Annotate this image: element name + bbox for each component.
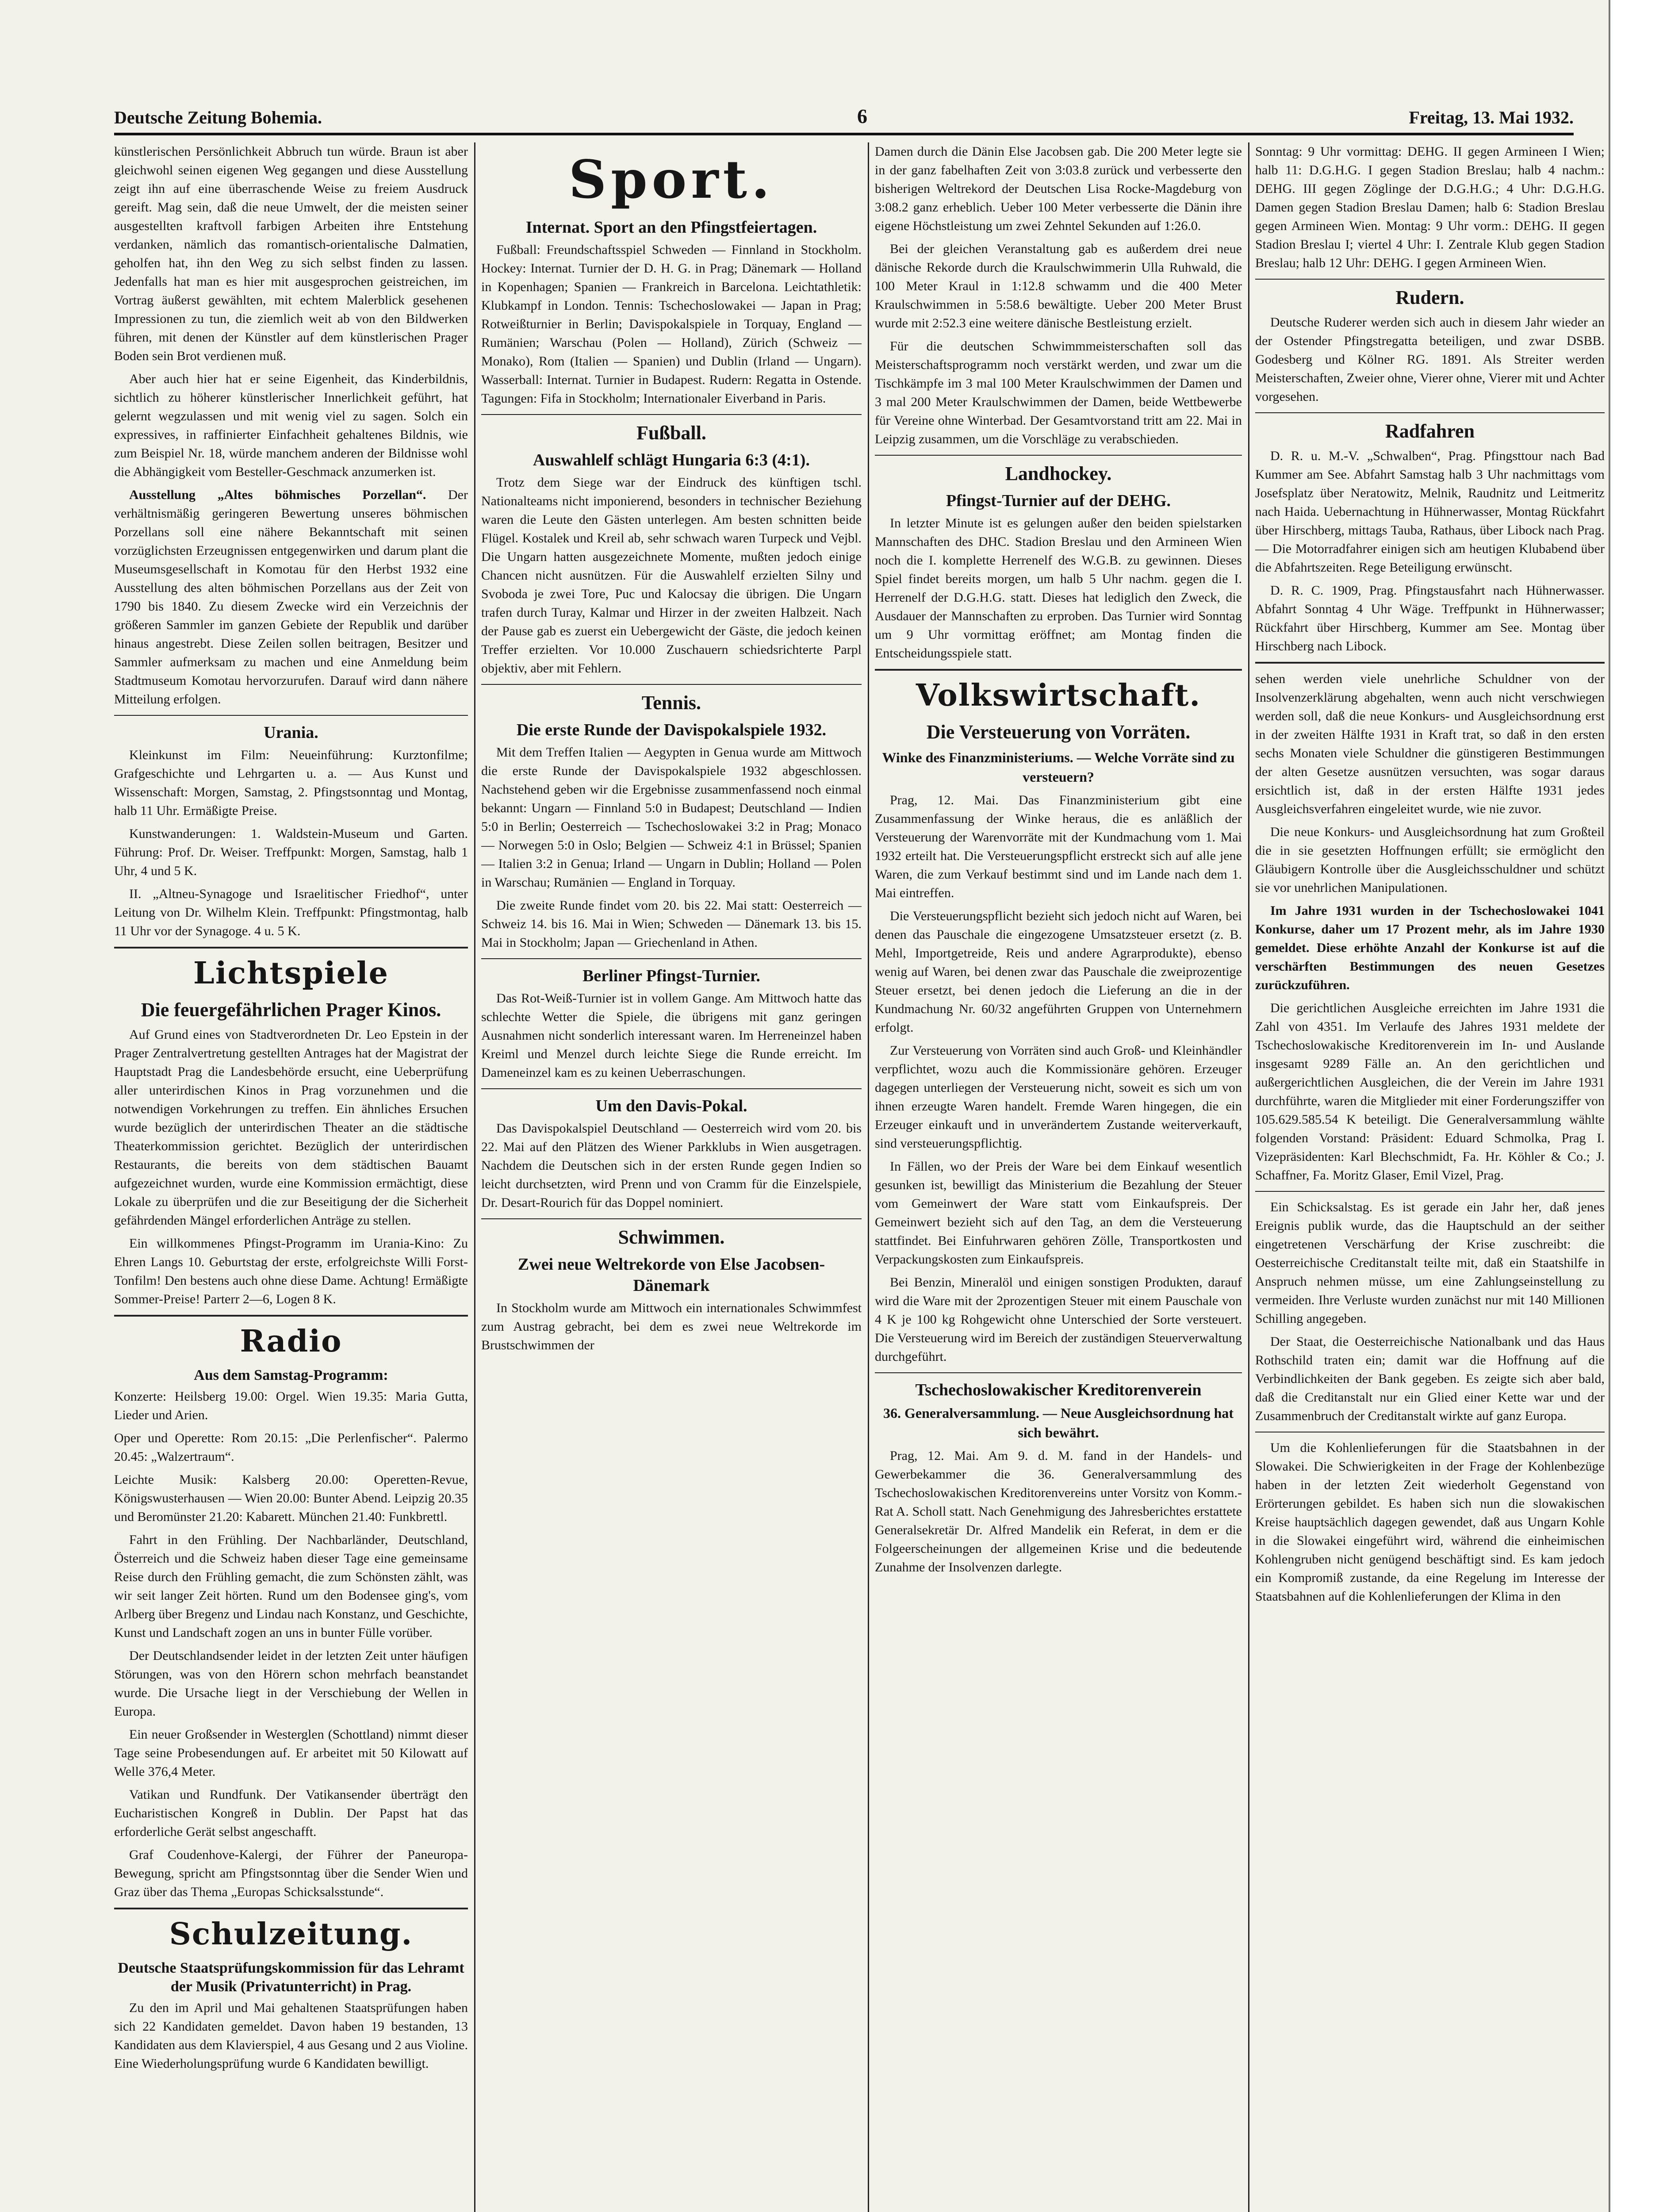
divider: [114, 1908, 468, 1909]
divider: [481, 1218, 862, 1219]
scan-edge: [1609, 0, 1659, 2212]
swimming-title: Schwimmen.: [618, 1226, 725, 1248]
economy-text-4: In Fällen, wo der Preis der Ware bei dem Einkauf wesentlich gesunken ist, bewilligt das Ministerium die Bezahlung der Steuer vom Gemeinwert der Ware statt vom Einkaufspreis. Der Gemeinwert bezieht sich auf den Tag, an dem die Versteuerung stattfindet. Bei Einfuhrwaren gehören Zölle, Transportkosten und Verpackungskosten zum Einkaufspreis.: [875, 1159, 1242, 1267]
davis-headline: Um den Davis-Pokal.: [595, 1097, 747, 1115]
cycling-title: Radfahren: [1385, 420, 1475, 442]
column-rule: [868, 142, 869, 2212]
divider: [481, 958, 862, 959]
divider: [481, 1088, 862, 1089]
divider: [875, 669, 1242, 671]
economy-headline: Die Versteuerung von Vorräten.: [926, 721, 1191, 743]
tennis-text-2: Die zweite Runde findet vom 20. bis 22. Mai statt: Oesterreich — Schweiz 14. bis 16. Mai in Wien; Schweden — Dänemark 13. bis 15. Mai in Stockholm; Japan — Griechenland in Athen.: [481, 898, 862, 950]
column-4: [1255, 142, 1605, 2212]
article-art-continued: künstlerischen Persönlichkeit Abbruch tun würde. Braun ist aber gleichwohl seinen eigenen Weg gegangen und diese Ausstellung zeigt ihn auf eine überraschende Weise zu freiem Ausdruck gereift. Mag sein, daß die neue Umwelt, der die meisten seiner ausgestellten kraftvoll farbigen Arbeiten ihre Entstehung verdanken, nämlich das romantisch-orientalische Dalmatien, geholfen hat, ihn den Weg zu sich selbst finden zu lassen. Jedenfalls hat man es hier mit ausgesprochen geistreichen, im Vortrag äußerst gewählten, mit echtem Malerblick gesehenen Impressionen zu tun, die ziemlich weit ab von den Bildwerken führen, mit denen der Künstler auf dem künstlerischen Prager Boden sein Brot verdienen muß.: [114, 144, 468, 363]
swimming-continued: Damen durch die Dänin Else Jacobsen gab. Die 200 Meter legte sie in der ganz fabelhaften Zeit von 3:03.8 zurück und verbesserte den bisherigen Weltrekord der Deutschen Lisa Rocke-Magdeburg von 3:08.2 ganz erheblich. Ueber 100 Meter verbesserte die Dänin ihre eigene Höchstleistung um zwei Zehntel Sekunden auf 1:26.0.: [875, 144, 1242, 233]
economy-continued-3: Die gerichtlichen Ausgleiche erreichten im Jahre 1931 die Zahl von 4351. Im Verlaufe des Jahres 1931 meldete der Tschechoslowakische Kreditorenverein im In- und Auslande insgesamt 9289 Fälle an. An den gerichtlichen und außergerichtlichen Ausgleichen, die der Verein im Jahre 1931 durchführte, waren die Mitglieder mit einer Forderungsziffer von 105.629.585.54 K beteiligt. Die Generalversammlung wählte folgenden Vorstand: Präsident: Eduard Schmolka, Prag I. Vizepräsidenten: Karl Blechschmidt, Fa. Hr. Köhler & Co.; J. Schaffner, Fa. Moritz Glaser, Emil Vizel, Prag.: [1255, 1001, 1605, 1183]
radio-text-7: Vatikan und Rundfunk. Der Vatikansender überträgt den Eucharistischen Kongreß in Dublin. Der Papst hat das erforderliche Gerät selbst angeschafft.: [114, 1787, 468, 1839]
berlin-text: Das Rot-Weiß-Turnier ist in vollem Gange. Am Mittwoch hatte das schlechte Wetter die Spiele, die übrigens mit ganz geringen Ausnahmen nicht sonderlich interessant waren. Im Herreneinzel haben Kreiml und Menzel durch leichte Siege die Runde erreicht. Im Dameneinzel kam es zu keinen Ueberraschungen.: [481, 991, 862, 1080]
radio-text-5: Der Deutschlandsender leidet in der letzten Zeit unter häufigen Störungen, was von den Hörern schon mehrfach beanstandet wurde. Die Ursache liegt in der Verschiebung der Wellen in Europa.: [114, 1648, 468, 1719]
section-title-school: Schulzeitung.: [169, 1916, 413, 1952]
page-number: 6: [857, 105, 867, 127]
radio-opera: Oper und Operette: Rom 20.15: „Die Perlenfischer“. Palermo 20.45: „Walzertraum“.: [114, 1431, 468, 1464]
paper-name: Deutsche Zeitung Bohemia.: [114, 108, 322, 127]
economy-continued: sehen werden viele unehrliche Schuldner von der Insolvenzerklärung abgehalten, wenn auch nicht verschwiegen werden soll, daß die neue Konkurs- und Ausgleichsordnung erst in der zweiten Hälfte 1931 in Kraft trat, so daß in den ersten sechs Monaten viele Schuldner die günstigeren Bestimmungen der alten Gesetze ausnützen versuchten, was sogar daraus ersichtlich ist, daß in der ersten Hälfte 1931 jedes Ausgleichsverfahren eingeleitet wurde, wie nie zuvor.: [1255, 672, 1605, 816]
divider: [114, 947, 468, 949]
football-text: Trotz dem Siege war der Eindruck des künftigen tschl. Nationalteams nicht imponierend, besonders in technischer Beziehung waren die Leute den Gästen unterlegen. Am besten schnitten beide Flügel. Kostalek und Kreil ab, sehr schwach waren Turpeck und Vejbl. Die Ungarn hatten ausgezeichnete Momente, mußten jedoch einige Chancen nicht ausnützen. Für die Auswahlelf erzielten Silny und Svoboda je zwei Tore, Puc und Kalocsay die übrigen. Die Ungarn trafen durch Turay, Kalmar und Hirzer in der zweiten Halbzeit. Nach der Pause gab es zuerst ein Uebergewicht der Gäste, die jedoch keinen Treffer erzielten. Vor 10.000 Zuschauern schiedsrichterte Parpl objektiv, aber mit Fehlern.: [481, 475, 862, 676]
swimming-text: In Stockholm wurde am Mittwoch ein internationales Schwimmfest zum Austrag gebracht, bei dem es zwei neue Weltrekorde im Brustschwimmen der: [481, 1301, 862, 1352]
section-title-film: Lichtspiele: [193, 956, 389, 991]
divider: [1255, 412, 1605, 413]
creditor-subhead: 36. Generalversammlung. — Neue Ausgleichsordnung hat sich bewährt.: [883, 1405, 1234, 1440]
hockey-title: Landhockey.: [1005, 463, 1112, 484]
masthead: [114, 103, 1574, 134]
film-text: Auf Grund eines von Stadtverordneten Dr. Leo Epstein in der Prager Zentralvertretung gestellten Antrages hat der Magistrat der Hauptstadt Prag die Landesbehörde ersucht, eine Ueberprüfung aller unterirdischen Kinos in Prag vorzunehmen und die notwendigen Vorkehrungen zu treffen. Ein ähnliches Ersuchen wurde bezüglich der unterirdischen Theater an die städtische Theaterkommission gerichtet. Bezüglich der unterirdischen Restaurants, die bereits von dem städtischen Bauamt aufgezeichnet wurden, wurde eine Kommission ermächtigt, diese Lokale zu überprüfen und die zur Beseitigung der die Sicherheit gefährdenden Mängel erforderlichen Anträge zu stellen.: [114, 1027, 468, 1228]
radio-concerts: Konzerte: Heilsberg 19.00: Orgel. Wien 19.35: Maria Gutta, Lieder und Arien.: [114, 1389, 468, 1422]
fate-day-text-2: Der Staat, die Oesterreichische Nationalbank und das Haus Rothschild traten ein; damit war die Hoffnung auf die Verbindlichkeiten der Bank gegeben. Es zeigte sich aber bald, daß die Creditanstalt nur ein Glied einer Kette war und der Zusammenbruch der Creditanstalt wirkte auf ganz Europa.: [1255, 1334, 1605, 1423]
film-program: Ein willkommenes Pfingst-Programm im Urania-Kino: Zu Ehren Langs 10. Geburtstag der erste, erfolgreichste Willi Forst-Tonfilm! Den bestens auch ohne diese Dame. Achtung! Ermäßigte Sommer-Preise! Parterr 2—6, Logen 8 K.: [114, 1236, 468, 1306]
fate-day-text: Ein Schicksalstag. Es ist gerade ein Jahr her, daß jenes Ereignis publik wurde, das die Hauptschuld an der seither eingetretenen Verschärfung der Krise zuschreibt: die Oesterreichische Creditanstalt teilte mit, daß ein Staatshilfe in Anspruch nehmen müsse, um eine Zahlungseinstellung zu vermeiden. Ihre Verluste wurden zunächst nur mit 140 Millionen Schilling angegeben.: [1255, 1200, 1605, 1326]
rowing-text: Deutsche Ruderer werden sich auch in diesem Jahr wieder an der Ostender Pfingstregatta beteiligen, und zwar DSBB. Godesberg und Kölner RG. 1891. Als Streiter werden Meisterschaften, Zweier ohne, Vierer ohne, Vierer mit und Achter vorgesehen.: [1255, 315, 1605, 404]
masthead-rule: [114, 133, 1574, 135]
tennis-title: Tennis.: [641, 692, 701, 714]
coal-text: Um die Kohlenlieferungen für die Staatsbahnen in der Slowakei. Die Schwierigkeiten in der Frage der Kohlenbezüge haben in der letzten Zeit wiederholt Gegenstand von Erörterungen gebildet. Es haben sich nun die slowakischen Kreise hauptsächlich dagegen gewendet, daß aus Ungarn Kohle in die Slowakei eingeführt wird, während die einheimischen Kohlengruben nicht genügend beschäftigt sind. Es kam jedoch ein Kompromiß zustande, da eine Regelung im Interesse der Staatsbahnen auf die Kohlenlieferungen der Klima in den: [1255, 1440, 1605, 1604]
divider: [481, 684, 862, 685]
divider: [1255, 279, 1605, 280]
swimming-headline: Zwei neue Weltrekorde von Else Jacobsen-Dänemark: [517, 1255, 825, 1295]
swimming-text-3: Für die deutschen Schwimmmeisterschaften soll das Meisterschaftsprogramm noch verstärkt werden, und zwar um die Tischkämpfe im 3 mal 100 Meter Kraulschwimmen der Damen und 3 mal 200 Meter Kraulschwimmen der Damen, beide Wettbewerbe für Vereine ohne Winterbad. Der Gesamtvorstand tritt am 22. Mai in Leipzig zusammen, um die Vorschläge zu verabschieden.: [875, 339, 1242, 446]
column-rule: [474, 142, 475, 2212]
tennis-text: Mit dem Treffen Italien — Aegypten in Genua wurde am Mittwoch die erste Runde der Davispokalspiele 1932 abgeschlossen. Nachstehend geben wir die Ergebnisse zusammenfassend noch einmal bekannt: Ungarn — Finnland 5:0 in Budapest; Deutschland — Indien 5:0 in Berlin; Oesterreich — Tschechoslowakei 3:2 in Prag; Monaco — Norwegen 5:0 in Oslo; Belgien — Schweiz 4:1 in Brüssel; Spanien — Italien 3:2 in Genua; Irland — Ungarn in Dublin; Holland — Polen in Warschau; Rumänien — England in Torquay.: [481, 745, 862, 890]
article-art-2: Aber auch hier hat er seine Eigenheit, das Kinderbildnis, sichtlich zu höherer künstlerischer Innerlichkeit geführt, hat gelernt wegzulassen und mit wenig viel zu sagen. Solch ein expressives, in raffinierter Einfachheit gehaltenes Bildnis, wie zum Beispiel Nr. 18, würde manchem anderen der Bildnisse wohl die Abhängigkeit vom Besteller-Geschmack anzumerken ist.: [114, 372, 468, 479]
section-title-economy: Volkswirtschaft.: [916, 678, 1201, 713]
urania-text-3: II. „Altneu-Synagoge und Israelitischer Friedhof“, unter Leitung von Dr. Wilhelm Klein. Treffpunkt: Pfingstmontag, halb 11 Uhr vor der Synagoge. 4 u. 5 K.: [114, 887, 468, 938]
divider: [875, 1372, 1242, 1373]
hockey-headline: Pfingst-Turnier auf der DEHG.: [946, 492, 1171, 510]
radio-text-8: Graf Coudenhove-Kalergi, der Führer der Paneuropa-Bewegung, spricht am Pfingstsonntag über die Sender Wien und Graz über das Thema „Europas Schicksalsstunde“.: [114, 1847, 468, 1899]
economy-text-2: Die Versteuerungspflicht bezieht sich jedoch nicht auf Waren, bei denen das Pauschale die eingezogene Umsatzsteuer ersetzt (z. B. Mehl, Importgetreide, Reis und andere Agrarprodukte), ebenso wenig auf Waren, bei denen zwar das Pauschale die zweiprozentige Steuer ersetzt, bei denen jedoch die Lieferung an die in der Kundmachung Nr. 60/32 angeführten Gruppen von Unternehmern erfolgt.: [875, 909, 1242, 1035]
divider: [114, 715, 468, 716]
swimming-text-2: Bei der gleichen Veranstaltung gab es außerdem drei neue dänische Rekorde durch die Kraulschwimmerin Ulla Ruhwald, die 100 Meter Kraul in 1:12.8 schwamm und die 400 Meter Kraulschwimmen in 5:58.6 bewältigte. Ueber 200 Meter Brust wurde mit 2:52.3 eine weitere dänische Bestleistung erzielt.: [875, 242, 1242, 330]
porzellan-text: Der verhältnismäßig geringeren Bewertung unseres böhmischen Porzellans soll eine nähere Bekanntschaft mit seinen vorzüglichsten Erzeugnissen entgegenwirken und darum plant die Museumsgesellschaft in Komotau für den Herbst 1932 eine Ausstellung des alten böhmischen Porzellans aus der Zeit von 1790 bis 1840. Zu diesem Zwecke wird ein Verzeichnis der größeren Sammler im ganzen Gebiete der Republik und darüber hinaus angestrebt. Diese Zeilen sollen beitragen, Besitzer und Sammler aufmerksam zu machen und eine Anmeldung beim Stadtmuseum Komotau hervorzurufen. Darauf wird dann nähere Mitteilung erfolgen.: [114, 488, 468, 707]
economy-text-3: Zur Versteuerung von Vorräten sind auch Groß- und Kleinhändler verpflichtet, wozu auch die Kommissionäre gehören. Erzeuger dagegen unterliegen der Versteuerung nicht, soweit es sich um von ihnen erzeugte Waren handelt. Fremde Waren hingegen, die ein Erzeuger einkauft und in unverändertem Zustande weiterverkauft, sind versteuerungspflichtig.: [875, 1043, 1242, 1151]
section-title-sport: Sport.: [568, 149, 774, 210]
economy-text-1: Prag, 12. Mai. Das Finanzministerium gibt eine Zusammenfassung der Winke heraus, die es anläßlich der Versteuerung der Warenvorräte mit der Kundmachung vom 1. Mai 1932 erteilt hat. Die Versteuerungspflicht erstreckt sich auf alle jene Waren, die zum Verkauf bestimmt sind und im Lande nach dem 1. Mai eintreffen.: [875, 793, 1242, 900]
creditor-headline: Tschechoslowakischer Kreditorenverein: [915, 1381, 1202, 1399]
hockey-text: In letzter Minute ist es gelungen außer den beiden spielstarken Mannschaften des DHC. Stadion Breslau und den Armineen Wien noch die I. komplette Herrenelf des W.G.B. zu gewinnen. Dieses Spiel findet bereits morgen, um halb 5 Uhr nachm. gegen die I. Herrenelf der D.G.H.G. statt. Dieses hat lediglich den Zweck, die Ausdauer der Mannschaften zu erproben. Das Turnier wird Sonntag um 9 Uhr vormittag eröffnet; am Montag finden die Entscheidungsspiele statt.: [875, 516, 1242, 661]
school-headline: Deutsche Staatsprüfungskommission für das Lehramt der Musik (Privatunterricht) in Prag.: [118, 1960, 464, 1995]
rowing-title: Rudern.: [1395, 287, 1464, 308]
issue-date: Freitag, 13. Mai 1932.: [1409, 108, 1574, 127]
creditor-text: Prag, 12. Mai. Am 9. d. M. fand in der Handels- und Gewerbekammer die 36. Generalversammlung des Tschechoslowakischen Kreditorenvereins unter Vorsitz von Komm.-Rat A. Scholl statt. Nach Genehmigung des Jahresberichtes erstattete Generalsekretär Dr. Alfred Mandelik ein Referat, in dem er die Folgeerscheinungen der allgemeinen Krise und die bedeutende Zunahme der Insolvenzen darlegte.: [875, 1448, 1242, 1575]
football-headline: Auswahlelf schlägt Hungaria 6:3 (4:1).: [533, 451, 810, 469]
divider: [481, 414, 862, 415]
hockey-schedule: Sonntag: 9 Uhr vormittag: DEHG. II gegen Armineen I Wien; halb 11: D.G.H.G. I gegen Stadion Breslau; halb 4 nachm.: DEHG. III gegen Zöglinge der D.G.H.G.; 4 Uhr: D.G.H.G. Damen gegen Stadion Breslau Damen; halb 6: Stadion Breslau gegen Armineen Wien. Montag: 9 Uhr vorm.: DEHG. II gegen Stadion Breslau I; viertel 4 Uhr: I. Zentrale Klub gegen Stadion Breslau; halb 12 Uhr: DEHG. I gegen Armineen Wien.: [1255, 144, 1605, 270]
radio-text-6: Ein neuer Großsender in Westerglen (Schottland) nimmt dieser Tage seine Probesendungen auf. Er arbeitet mit 50 Kilowatt auf Welle 376,4 Meter.: [114, 1727, 468, 1779]
cycling-text: D. R. u. M.-V. „Schwalben“, Prag. Pfingsttour nach Bad Kummer am See. Abfahrt Samstag halb 3 Uhr nachmittags vom Josefsplatz über Neratowitz, Melnik, Raudnitz und Leitmeritz nach Haida. Uebernachtung in Hühnerwasser, Montag Rückfahrt über Hirschberg, mittags Tauba, Rathaus, über Libock nach Prag. — Die Motorradfahrer einigen sich am heutigen Klubabend über die Abfahrtszeiten. Rege Beteiligung erwünscht.: [1255, 449, 1605, 575]
radio-text-4: Fahrt in den Frühling. Der Nachbarländer, Deutschland, Österreich und die Schweiz haben dieser Tage eine gemeinsame Reise durch den Frühling gemacht, die zum Schönsten zählt, was wir seit langer Zeit hörten. Rund um den Bodensee ging's, vom Arlberg über Bregenz und Lindau nach Konstanz, und Geschichte, Kunst und Landschaft zogen an uns in bunter Fülle vorüber.: [114, 1532, 468, 1640]
economy-subhead: Winke des Finanzministeriums. — Welche Vorräte sind zu versteuern?: [882, 749, 1235, 785]
radio-headline: Aus dem Samstag-Programm:: [194, 1367, 388, 1383]
school-text: Zu den im April und Mai gehaltenen Staatsprüfungen haben sich 22 Kandidaten gemeldet. Davon haben 19 bestanden, 13 Kandidaten aus dem Klavierspiel, 4 aus Gesang und 2 aus Violine. Eine Wiederholungsprüfung wurde 6 Kandidaten bewilligt.: [114, 2001, 468, 2071]
radio-light-music: Leichte Musik: Kalsberg 20.00: Operetten-Revue, Königswusterhausen — Wien 20.00: Bunter Abend. Leipzig 20.35 und Beromünster 21.20: Kabarett. München 21.40: Funkbrettl.: [114, 1472, 468, 1524]
column-rule: [1248, 142, 1249, 2212]
economy-continued-2: Die neue Konkurs- und Ausgleichsordnung hat zum Großteil die in sie gesetzten Hoffnungen erfüllt; sie ermöglicht den Gläubigern Kontrolle über die Ausgleichsschuldner und schützt sie vor unehrlichen Manipulationen.: [1255, 825, 1605, 895]
section-title-radio: Radio: [240, 1324, 342, 1359]
divider: [114, 1315, 468, 1317]
column-2: [481, 142, 862, 2212]
bankruptcy-stat: Im Jahre 1931 wurden in der Tschechoslowakei 1041 Konkurse, daher um 17 Prozent mehr, als im Jahre 1930 gemeldet. Diese erhöhte Anzahl der Konkurse ist auf die verschärften Bestimmungen des neuen Gesetzes zurückzuführen.: [1255, 903, 1605, 992]
column-1: [114, 142, 468, 2212]
porzellan-head: Ausstellung „Altes böhmisches Porzellan“.: [129, 488, 426, 502]
urania-heading: Urania.: [264, 723, 318, 742]
divider: [875, 455, 1242, 456]
pfingst-headline: Internat. Sport an den Pfingstfeiertagen.: [525, 218, 817, 237]
davis-text: Das Davispokalspiel Deutschland — Oesterreich wird vom 20. bis 22. Mai auf den Plätzen des Wiener Parkklubs in Wien ausgetragen. Nachdem die Deutschen sich in der ersten Runde gegen Indien so leicht durchsetzten, wird Prenn und von Cramm für die Einzelspiele, Dr. Desart-Rourich für das Doppel nominiert.: [481, 1121, 862, 1210]
divider: [1255, 1191, 1605, 1192]
cycling-text-2: D. R. C. 1909, Prag. Pfingstausfahrt nach Hühnerwasser. Abfahrt Sonntag 4 Uhr Wäge. Treffpunkt in Hühnerwasser; Rückfahrt über Hirschberg, Kummer am See. Montag über Hirschberg nach Libock.: [1255, 583, 1605, 653]
pfingst-text: Fußball: Freundschaftsspiel Schweden — Finnland in Stockholm. Hockey: Internat. Turnier der D. H. G. in Prag; Dänemark — Holland in Kopenhagen; Spanien — Frankreich in Barcelona. Leichtathletik: Klubkampf in London. Tennis: Tschechoslowakei — Japan in Prag; Rotweißturnier in Berlin; Davispokalspiele in Torquay, England — Rumänien; Warschau (Polen — Holland), Zürich (Schweiz — Monako), Rom (Italien — Spanien) und Dublin (Irland — Ungarn). Wasserball: Internat. Turnier in Budapest. Rudern: Regatta in Ostende. Tagungen: Fifa in Stockholm; Internationaler Eiverband in Paris.: [481, 242, 862, 406]
column-3: [875, 142, 1242, 2212]
football-title: Fußball.: [636, 422, 706, 444]
urania-text-2: Kunstwanderungen: 1. Waldstein-Museum und Garten. Führung: Prof. Dr. Weiser. Treffpunkt: Morgen, Samstag, halb 1 Uhr, 4 und 5 K.: [114, 826, 468, 878]
berlin-headline: Berliner Pfingst-Turnier.: [582, 967, 760, 985]
urania-text-1: Kleinkunst im Film: Neueinführung: Kurztonfilme; Grafgeschichte und Lehrgarten u. a. — Aus Kunst und Wissenschaft: Morgen, Samstag, 2. Pfingstsonntag und Montag, halb 11 Uhr. Ermäßigte Preise.: [114, 748, 468, 818]
economy-text-5: Bei Benzin, Mineralöl und einigen sonstigen Produkten, darauf wird die Ware mit der 2prozentigen Steuer mit einem Pauschale von 4 K je 100 kg Rohgewicht ohne Unterschied der Sorte versteuert. Die Versteuerung wird im Bereich der zuständigen Steuerverwaltung durchgeführt.: [875, 1275, 1242, 1364]
tennis-headline: Die erste Runde der Davispokalspiele 1932.: [516, 721, 827, 739]
divider: [1255, 662, 1605, 664]
film-headline: Die feuergefährlichen Prager Kinos.: [141, 999, 441, 1021]
